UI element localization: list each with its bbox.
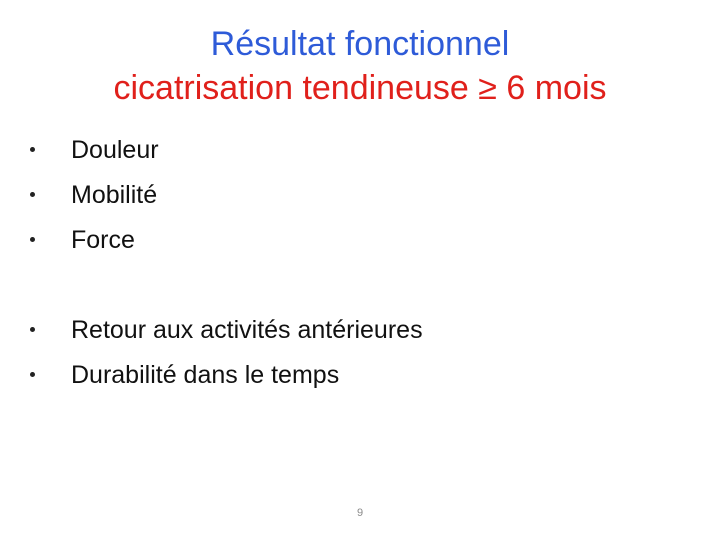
bullet-text: Douleur <box>71 136 159 164</box>
title-line-1: Résultat fonctionnel <box>210 25 510 63</box>
bullet-text: Durabilité dans le temps <box>71 361 340 389</box>
bullet-text: Mobilité <box>71 181 158 209</box>
page-number: 9 <box>356 507 364 519</box>
bullet-text: Force <box>71 226 135 254</box>
bullet-icon <box>30 372 35 377</box>
bullet-text: Retour aux activités antérieures <box>71 316 423 344</box>
bullet-icon <box>30 192 35 197</box>
list-item <box>0 225 720 255</box>
bullet-icon <box>30 237 35 242</box>
title-line-2: cicatrisation tendineuse ≥ 6 mois <box>113 69 607 107</box>
list-item <box>0 135 720 165</box>
list-item <box>0 315 720 345</box>
bullet-icon <box>30 147 35 152</box>
bullet-icon <box>30 327 35 332</box>
list-item <box>0 360 720 390</box>
list-item <box>0 180 720 210</box>
